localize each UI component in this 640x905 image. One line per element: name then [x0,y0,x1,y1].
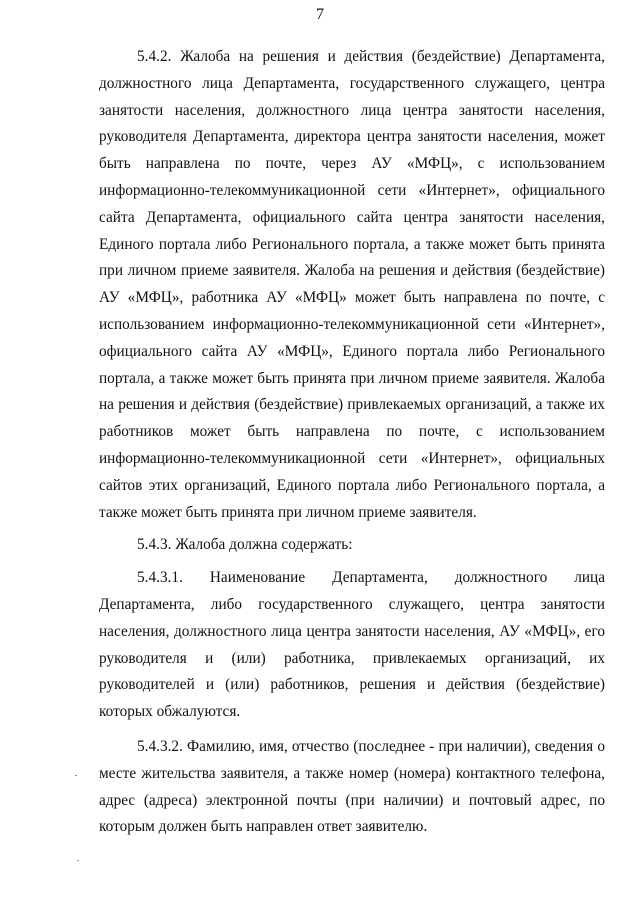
scan-mark [75,775,77,776]
page-number: 7 [316,6,324,23]
paragraph-5-4-3-2: 5.4.3.2. Фамилию, имя, отчество (последнее - при наличии), сведения о месте жительства заявителя, а также номер (номера) контактного телефона, адрес (адреса) электронной почты (при наличии) и почтовый адрес, по которым должен быть направлен ответ заявителю. [99,737,605,836]
document-body [99,44,605,841]
scan-mark [77,860,79,861]
paragraph-5-4-2: 5.4.2. Жалоба на решения и действия (бездействие) Департамента, должностного лица Департамента, государственного служащего, центра занятости населения, должностного лица центра занятости населения, руководителя Департамента, директора центра занятости населения, может быть направлена по почте, через АУ «МФЦ», с использованием информационно-телекоммуникационной сети «Интернет», официального сайта Департамента, официального сайта центра занятости населения, Единого портала либо Регионального портала, а также может быть принята при личном приеме заявителя. Жалоба на решения и действия (бездействие) АУ «МФЦ», работника АУ «МФЦ» может быть направлена по почте, с использованием информационно-телекоммуникационной сети «Интернет», официального сайта АУ «МФЦ», Единого портала либо Регионального портала, а также может быть принята при личном приеме заявителя. Жалоба на решения и действия (бездействие) привлекаемых организаций, а также их работников может быть направлена по почте, с использованием информационно-телекоммуникационной сети «Интернет», официальных сайтов этих организаций, Единого портала либо Регионального портала, а также может быть принята при личном приеме заявителя. [99,48,605,521]
paragraph-5-4-3-1: 5.4.3.1. Наименование Департамента, должностного лица Департамента, либо государственного служащего, центра занятости населения, должностного лица центра занятости населения, АУ «МФЦ», его руководителя и (или) работника, привлекаемых организаций, их руководителей и (или) работников, решения и действия (бездействие) которых обжалуются. [99,569,605,721]
paragraph-5-4-3: 5.4.3. Жалоба должна содержать: [137,536,353,554]
